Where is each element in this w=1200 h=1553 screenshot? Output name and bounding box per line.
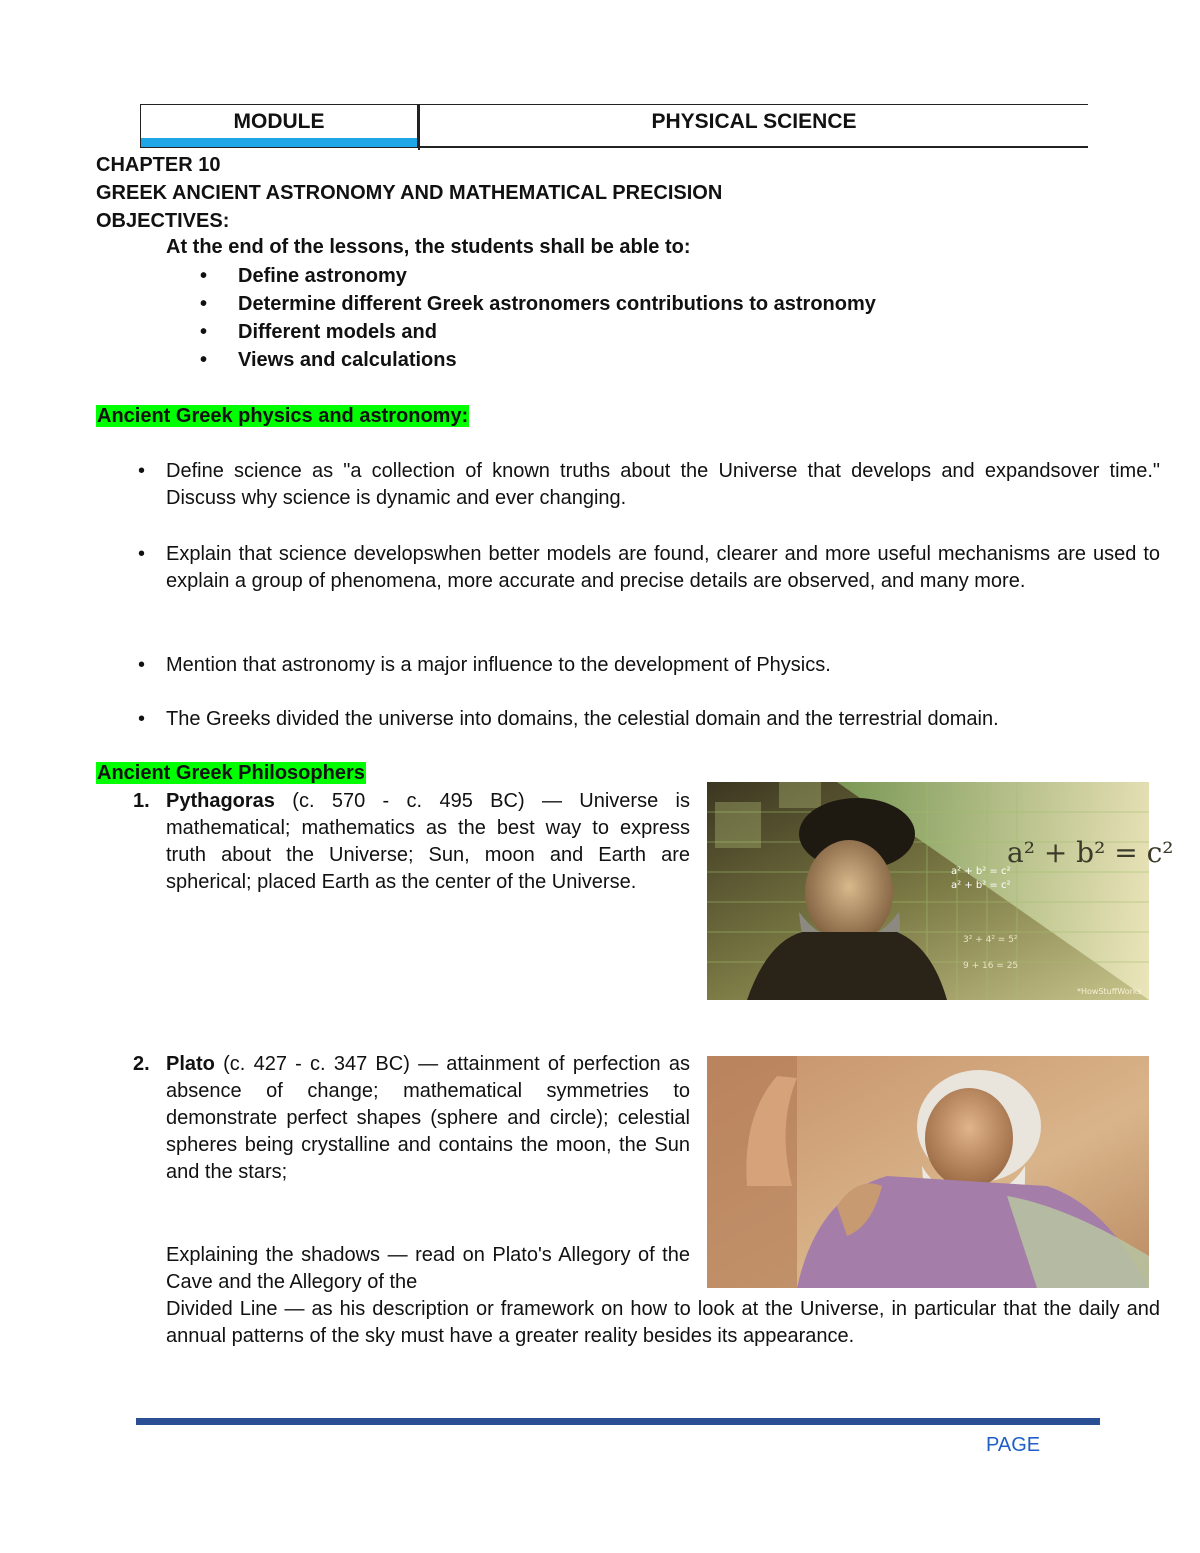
plato-extra-text-b: Divided Line — as his description or framework on how to look at the Universe, in particular that the daily and annual patterns of the sky must have a greater reality besides its appearance.	[166, 1298, 1160, 1347]
chapter-title: GREEK ANCIENT ASTRONOMY AND MATHEMATICAL PRECISION	[96, 182, 723, 204]
objectives-list	[200, 262, 876, 374]
bullet-dot: •	[138, 460, 146, 482]
footer-page-label: PAGE	[986, 1434, 1041, 1456]
pythagoras-portrait-image	[707, 782, 1174, 1000]
philosopher-name: Plato	[166, 1053, 215, 1075]
header-module-accent-bar	[141, 138, 417, 147]
header-subject-label: PHYSICAL SCIENCE	[651, 110, 857, 133]
philosopher-number: 1.	[133, 790, 150, 812]
footer-rule	[136, 1418, 1100, 1425]
pythagorean-formula-small-1: a² + b² = c²	[951, 866, 1011, 877]
science-bullet-3: Mention that astronomy is a major influence to the development of Physics.	[166, 654, 831, 676]
philosopher-description: (c. 570 - c. 495 BC) — Universe is mathematical; mathematics as the best way to express truth about the Universe; Sun, moon and Earth are spherical; placed Earth as the center of the Universe.	[166, 790, 690, 893]
image-credit: *HowStuffWorks	[1077, 987, 1142, 996]
philosopher-pythagoras	[166, 788, 690, 896]
objective-item: • Views and calculations	[200, 346, 876, 374]
bullet-dot: •	[138, 543, 146, 565]
header-module-label: MODULE	[233, 110, 325, 133]
science-bullet-2: Explain that science developswhen better models are found, clearer and more useful mechanisms are used to explain a group of phenomena, more accurate and precise details are observed, and many more.	[166, 543, 1160, 592]
objective-item: • Different models and	[200, 318, 876, 346]
header-subject-cell	[420, 104, 1088, 148]
science-bullet-4: The Greeks divided the universe into domains, the celestial domain and the terrestrial domain.	[166, 708, 999, 730]
pythagorean-formula-large: a² + b² = c²	[1007, 836, 1174, 869]
section-heading-philosophers: Ancient Greek Philosophers	[97, 762, 365, 784]
objective-item: • Determine different Greek astronomers contributions to astronomy	[200, 290, 876, 318]
science-bullet-1: Define science as "a collection of known truths about the Universe that develops and expandsover time." Discuss why science is dynamic and ever changing.	[166, 460, 1160, 509]
bullet-dot: •	[138, 708, 146, 730]
plato-extra-text-a: Explaining the shadows — read on Plato's Allegory of the Cave and the Allegory of the	[166, 1244, 690, 1293]
header-module-cell	[140, 104, 418, 148]
plato-portrait-image	[707, 1056, 1149, 1288]
objectives-intro: At the end of the lessons, the students shall be able to:	[166, 236, 691, 258]
pythagorean-formula-small-2: a² + b² = c²	[951, 880, 1011, 891]
chapter-label: CHAPTER 10	[96, 154, 221, 176]
section-heading-physics-astronomy: Ancient Greek physics and astronomy:	[97, 405, 469, 427]
bullet-dot: •	[138, 654, 146, 676]
objectives-label: OBJECTIVES:	[96, 210, 230, 232]
philosopher-description: (c. 427 - c. 347 BC) — attainment of perfection as absence of change; mathematical symmetries to demonstrate perfect shapes (sphere and circle); celestial spheres being crystalline and contains the moon, the Sun and the stars;	[166, 1053, 690, 1183]
objective-item: • Define astronomy	[200, 262, 876, 290]
philosopher-plato	[166, 1051, 690, 1186]
philosopher-name: Pythagoras	[166, 790, 275, 812]
pythagorean-example-1: 3² + 4² = 5²	[963, 935, 1018, 945]
pythagorean-example-2: 9 + 16 = 25	[963, 961, 1019, 971]
philosopher-number: 2.	[133, 1053, 150, 1075]
